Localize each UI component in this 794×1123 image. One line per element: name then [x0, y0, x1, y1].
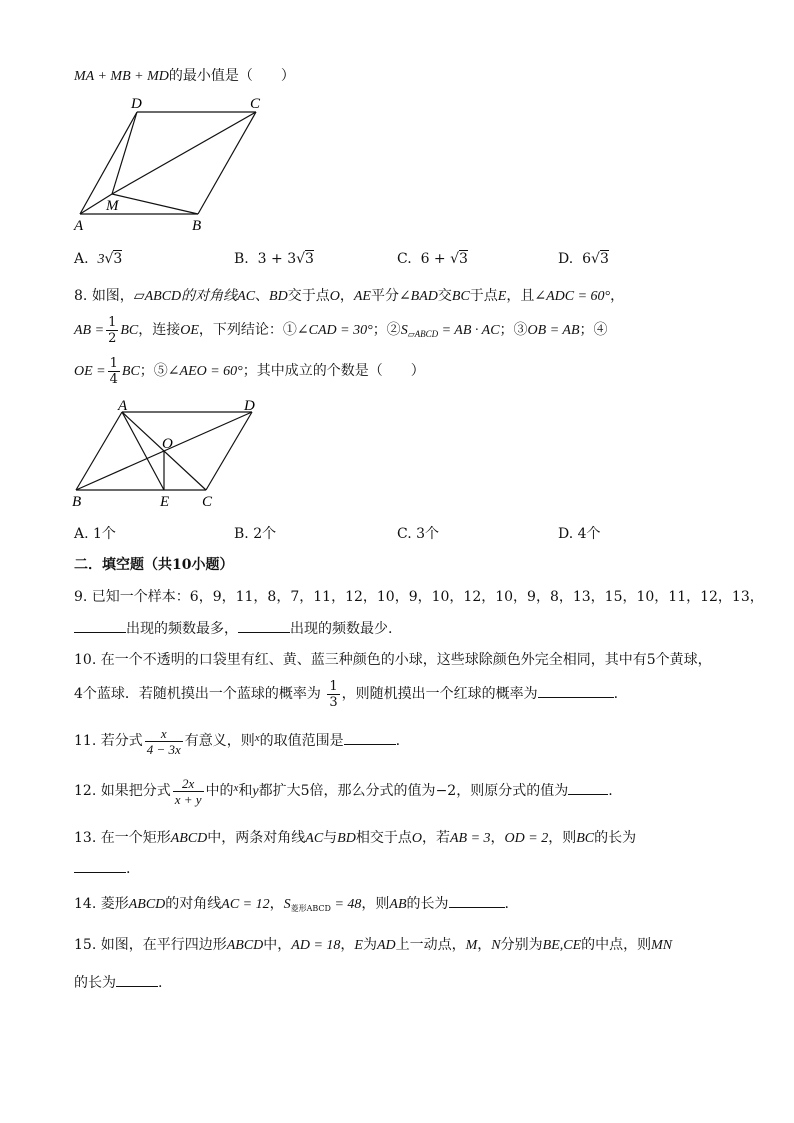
- q7-option-d[interactable]: D. 6√3: [558, 251, 609, 267]
- q7-option-b[interactable]: B. 3 + 3√3: [234, 251, 314, 267]
- q10-line2: 4个蓝球．若随机摸出一个蓝球的概率为 $\frac{1}{3}$ ，则随机摸出一个红球的概率为 .: [74, 678, 619, 710]
- q12-line: 12. 如果把分式 $\frac{2x}{x + y}$ 中的$^x$和y都扩大5倍，那么分式的值为−2，则原分式的值为 .: [74, 775, 613, 807]
- section-heading-fill-in: 二．填空题（共10小题）: [74, 557, 234, 573]
- q9-line1: 9. 已知一个样本：6，9，11，8，7，11，12，10，9，10，12，10，9，8，13，15，10，11，12，13，: [74, 589, 764, 605]
- q8-fraction-half: $\frac{1}{2}$: [108, 314, 117, 346]
- q13-blank[interactable]: [74, 858, 126, 873]
- q12-fraction: $\frac{2x}{x + y}$: [174, 775, 202, 807]
- q7-option-a[interactable]: A. 3√3: [74, 251, 123, 267]
- q7-stem-text: 的最小值是（ ）: [168, 68, 295, 84]
- q8-label-o: O: [162, 436, 173, 452]
- q12-blank[interactable]: [568, 780, 608, 795]
- q13-line2: .: [74, 858, 130, 879]
- q10-fraction: $\frac{1}{3}$: [329, 678, 338, 710]
- q7-label-c: C: [250, 96, 261, 112]
- q8-edge-dc: [206, 412, 252, 490]
- q8-label-a: A: [118, 398, 128, 414]
- q9-blank-most[interactable]: [74, 618, 126, 633]
- q9-blank-least[interactable]: [238, 618, 290, 633]
- q8-option-d[interactable]: D. 4个: [558, 526, 601, 542]
- q8-fraction-quarter: $\frac{1}{4}$: [109, 355, 118, 387]
- q7-edge-cb: [198, 112, 256, 214]
- q11-blank[interactable]: [344, 730, 396, 745]
- q8-label-c: C: [202, 494, 213, 510]
- q8-figure: [68, 398, 268, 512]
- q14-line: 14. 菱形ABCD的对角线AC = 12，$S_{菱形ABCD} = 48$，则AB的长为 .: [74, 893, 509, 919]
- q7-expression: MA + MB + MD: [74, 69, 169, 84]
- q15-blank[interactable]: [116, 972, 158, 987]
- q8-label-d: D: [244, 398, 255, 414]
- q11-line: 11. 若分式 $\frac{x}{4 - 3x}$ 有意义，则$^x$的取值范围是 .: [74, 725, 401, 757]
- q8-seg-ae: [122, 412, 164, 490]
- q8-label-b: B: [72, 494, 82, 510]
- q13-line1: 13. 在一个矩形ABCD中，两条对角线AC与BD相交于点O，若AB = 3，OD = 2，则BC的长为: [74, 830, 637, 846]
- q8-option-a[interactable]: A. 1个: [74, 526, 116, 542]
- q8-edge-ab: [76, 412, 122, 490]
- q8-line3: OE = $\frac{1}{4}$ BC；⑤∠AEO = 60°；其中成立的个数是（ ）: [74, 355, 425, 387]
- parallelogram-icon: ▱: [133, 288, 145, 304]
- q8-option-b[interactable]: B. 2个: [234, 526, 277, 542]
- q7-label-m: M: [106, 198, 119, 214]
- q10-blank[interactable]: [538, 683, 614, 698]
- q7-label-b: B: [192, 218, 202, 234]
- q8-option-c[interactable]: C. 3个: [397, 526, 440, 542]
- q10-line1: 10. 在一个不透明的口袋里有红、黄、蓝三种颜色的小球，这些球除颜色外完全相同，其中有5个黄球，: [74, 652, 712, 668]
- q7-option-c[interactable]: C. 6 + √3: [397, 251, 468, 267]
- q7-figure: [70, 92, 270, 234]
- q8-line2: AB = $\frac{1}{2}$ BC，连接OE，下列结论：①∠CAD = 30°；$②S_{▱ABCD}$ = AB · AC；③OB = AB；④: [74, 314, 608, 346]
- q14-blank[interactable]: [449, 893, 505, 908]
- q15-line2: 的长为 .: [74, 972, 162, 993]
- q8-line1: 8. 如图，▱ABCD的对角线AC、BD交于点O，AE平分∠BAD交BC于点E，且∠ADC = 60°，: [74, 288, 625, 304]
- q15-line1: 15. 如图，在平行四边形ABCD中，AD = 18，E为AD上一动点，M，N分别为BE,CE的中点，则MN: [74, 937, 673, 953]
- q7-seg-mb: [112, 194, 198, 214]
- q7-stem: [74, 66, 295, 87]
- q11-fraction: $\frac{x}{4 - 3x}$: [146, 725, 181, 757]
- q7-label-d: D: [131, 96, 142, 112]
- q9-line2: 出现的频数最多， 出现的频数最少.: [74, 618, 392, 639]
- q8-label-e: E: [160, 494, 170, 510]
- q7-label-a: A: [74, 218, 84, 234]
